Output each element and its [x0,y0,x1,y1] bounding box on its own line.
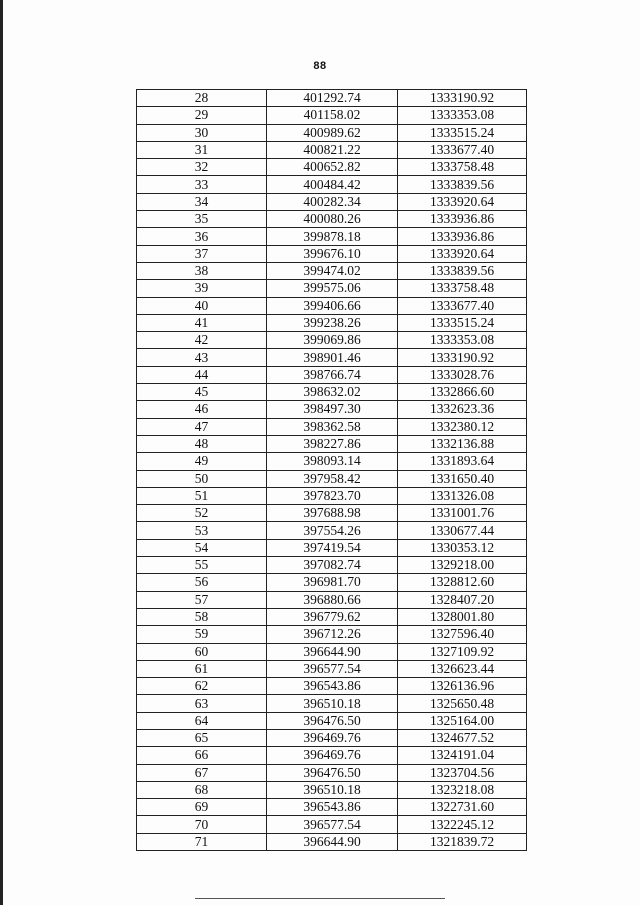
table-row [137,453,527,470]
point-number-cell: 69 [137,799,267,816]
y-coordinate-cell: 1322245.12 [398,816,527,833]
point-number-cell: 43 [137,349,267,366]
x-coordinate-cell: 400282.34 [267,193,398,210]
table-row [137,660,527,677]
x-coordinate-cell: 396577.54 [267,816,398,833]
point-number-cell: 44 [137,366,267,383]
y-coordinate-cell: 1332136.88 [398,435,527,452]
table-row [137,816,527,833]
x-coordinate-cell: 400484.42 [267,176,398,193]
x-coordinate-cell: 399878.18 [267,228,398,245]
x-coordinate-cell: 399406.66 [267,297,398,314]
table-row [137,280,527,297]
x-coordinate-cell: 399575.06 [267,280,398,297]
x-coordinate-cell: 399474.02 [267,262,398,279]
y-coordinate-cell: 1332866.60 [398,384,527,401]
coordinates-table-body [137,90,527,851]
x-coordinate-cell: 398362.58 [267,418,398,435]
point-number-cell: 46 [137,401,267,418]
point-number-cell: 32 [137,159,267,176]
point-number-cell: 30 [137,124,267,141]
table-row [137,557,527,574]
table-row [137,608,527,625]
point-number-cell: 33 [137,176,267,193]
table-row [137,781,527,798]
table-row [137,193,527,210]
x-coordinate-cell: 397082.74 [267,557,398,574]
y-coordinate-cell: 1331326.08 [398,487,527,504]
table-row [137,211,527,228]
point-number-cell: 59 [137,626,267,643]
x-coordinate-cell: 396577.54 [267,660,398,677]
y-coordinate-cell: 1333758.48 [398,280,527,297]
point-number-cell: 67 [137,764,267,781]
y-coordinate-cell: 1328407.20 [398,591,527,608]
point-number-cell: 35 [137,211,267,228]
y-coordinate-cell: 1328812.60 [398,574,527,591]
y-coordinate-cell: 1333353.08 [398,332,527,349]
x-coordinate-cell: 399676.10 [267,245,398,262]
x-coordinate-cell: 398901.46 [267,349,398,366]
y-coordinate-cell: 1333920.64 [398,245,527,262]
x-coordinate-cell: 399238.26 [267,314,398,331]
y-coordinate-cell: 1328001.80 [398,608,527,625]
x-coordinate-cell: 396510.18 [267,781,398,798]
table-row [137,505,527,522]
page-number: 88 [313,60,327,72]
point-number-cell: 65 [137,729,267,746]
y-coordinate-cell: 1333677.40 [398,297,527,314]
table-row [137,678,527,695]
x-coordinate-cell: 397823.70 [267,487,398,504]
y-coordinate-cell: 1330353.12 [398,539,527,556]
y-coordinate-cell: 1331001.76 [398,505,527,522]
x-coordinate-cell: 398227.86 [267,435,398,452]
table-row [137,643,527,660]
y-coordinate-cell: 1321839.72 [398,833,527,850]
table-row [137,90,527,107]
table-row [137,332,527,349]
table-row [137,833,527,850]
y-coordinate-cell: 1327109.92 [398,643,527,660]
point-number-cell: 31 [137,141,267,158]
x-coordinate-cell: 396644.90 [267,643,398,660]
x-coordinate-cell: 397958.42 [267,470,398,487]
y-coordinate-cell: 1327596.40 [398,626,527,643]
y-coordinate-cell: 1333936.86 [398,228,527,245]
table-row [137,366,527,383]
y-coordinate-cell: 1333839.56 [398,176,527,193]
y-coordinate-cell: 1326623.44 [398,660,527,677]
table-row [137,262,527,279]
x-coordinate-cell: 397554.26 [267,522,398,539]
x-coordinate-cell: 399069.86 [267,332,398,349]
table-row [137,522,527,539]
point-number-cell: 39 [137,280,267,297]
point-number-cell: 63 [137,695,267,712]
table-row [137,712,527,729]
table-row [137,729,527,746]
point-number-cell: 64 [137,712,267,729]
point-number-cell: 57 [137,591,267,608]
x-coordinate-cell: 396469.76 [267,747,398,764]
x-coordinate-cell: 398497.30 [267,401,398,418]
y-coordinate-cell: 1333677.40 [398,141,527,158]
scan-edge [0,0,3,905]
x-coordinate-cell: 396469.76 [267,729,398,746]
table-row [137,487,527,504]
x-coordinate-cell: 401158.02 [267,107,398,124]
point-number-cell: 50 [137,470,267,487]
table-row [137,539,527,556]
table-row [137,401,527,418]
point-number-cell: 29 [137,107,267,124]
point-number-cell: 34 [137,193,267,210]
x-coordinate-cell: 401292.74 [267,90,398,107]
y-coordinate-cell: 1333190.92 [398,349,527,366]
table-row [137,626,527,643]
point-number-cell: 47 [137,418,267,435]
y-coordinate-cell: 1323704.56 [398,764,527,781]
table-row [137,141,527,158]
table-row [137,245,527,262]
point-number-cell: 66 [137,747,267,764]
x-coordinate-cell: 396543.86 [267,799,398,816]
point-number-cell: 38 [137,262,267,279]
y-coordinate-cell: 1322731.60 [398,799,527,816]
point-number-cell: 49 [137,453,267,470]
point-number-cell: 55 [137,557,267,574]
y-coordinate-cell: 1331893.64 [398,453,527,470]
x-coordinate-cell: 396476.50 [267,712,398,729]
point-number-cell: 61 [137,660,267,677]
bottom-rule [195,898,445,899]
x-coordinate-cell: 400821.22 [267,141,398,158]
y-coordinate-cell: 1329218.00 [398,557,527,574]
y-coordinate-cell: 1325164.00 [398,712,527,729]
x-coordinate-cell: 396510.18 [267,695,398,712]
x-coordinate-cell: 398093.14 [267,453,398,470]
x-coordinate-cell: 396712.26 [267,626,398,643]
x-coordinate-cell: 397419.54 [267,539,398,556]
table-row [137,799,527,816]
y-coordinate-cell: 1323218.08 [398,781,527,798]
point-number-cell: 58 [137,608,267,625]
point-number-cell: 36 [137,228,267,245]
y-coordinate-cell: 1326136.96 [398,678,527,695]
y-coordinate-cell: 1333515.24 [398,124,527,141]
table-row [137,470,527,487]
table-row [137,435,527,452]
coordinates-table [136,89,527,851]
table-row [137,764,527,781]
y-coordinate-cell: 1333936.86 [398,211,527,228]
y-coordinate-cell: 1333920.64 [398,193,527,210]
table-row [137,574,527,591]
table-row [137,159,527,176]
y-coordinate-cell: 1333190.92 [398,90,527,107]
table-row [137,349,527,366]
y-coordinate-cell: 1333515.24 [398,314,527,331]
x-coordinate-cell: 396981.70 [267,574,398,591]
y-coordinate-cell: 1333839.56 [398,262,527,279]
x-coordinate-cell: 398766.74 [267,366,398,383]
table-row [137,384,527,401]
x-coordinate-cell: 396779.62 [267,608,398,625]
x-coordinate-cell: 400652.82 [267,159,398,176]
point-number-cell: 28 [137,90,267,107]
point-number-cell: 56 [137,574,267,591]
y-coordinate-cell: 1333028.76 [398,366,527,383]
point-number-cell: 51 [137,487,267,504]
y-coordinate-cell: 1333353.08 [398,107,527,124]
x-coordinate-cell: 398632.02 [267,384,398,401]
table-row [137,107,527,124]
y-coordinate-cell: 1332380.12 [398,418,527,435]
table-row [137,418,527,435]
x-coordinate-cell: 397688.98 [267,505,398,522]
point-number-cell: 68 [137,781,267,798]
table-row [137,591,527,608]
point-number-cell: 52 [137,505,267,522]
point-number-cell: 53 [137,522,267,539]
y-coordinate-cell: 1324677.52 [398,729,527,746]
x-coordinate-cell: 396476.50 [267,764,398,781]
point-number-cell: 62 [137,678,267,695]
table-row [137,747,527,764]
point-number-cell: 45 [137,384,267,401]
x-coordinate-cell: 396644.90 [267,833,398,850]
point-number-cell: 54 [137,539,267,556]
point-number-cell: 71 [137,833,267,850]
table-row [137,124,527,141]
y-coordinate-cell: 1332623.36 [398,401,527,418]
y-coordinate-cell: 1331650.40 [398,470,527,487]
table-row [137,297,527,314]
point-number-cell: 37 [137,245,267,262]
y-coordinate-cell: 1325650.48 [398,695,527,712]
x-coordinate-cell: 396543.86 [267,678,398,695]
table-row [137,228,527,245]
point-number-cell: 48 [137,435,267,452]
x-coordinate-cell: 400080.26 [267,211,398,228]
point-number-cell: 60 [137,643,267,660]
point-number-cell: 40 [137,297,267,314]
point-number-cell: 42 [137,332,267,349]
point-number-cell: 70 [137,816,267,833]
x-coordinate-cell: 400989.62 [267,124,398,141]
y-coordinate-cell: 1324191.04 [398,747,527,764]
table-row [137,695,527,712]
x-coordinate-cell: 396880.66 [267,591,398,608]
table-row [137,176,527,193]
table-row [137,314,527,331]
point-number-cell: 41 [137,314,267,331]
y-coordinate-cell: 1330677.44 [398,522,527,539]
y-coordinate-cell: 1333758.48 [398,159,527,176]
